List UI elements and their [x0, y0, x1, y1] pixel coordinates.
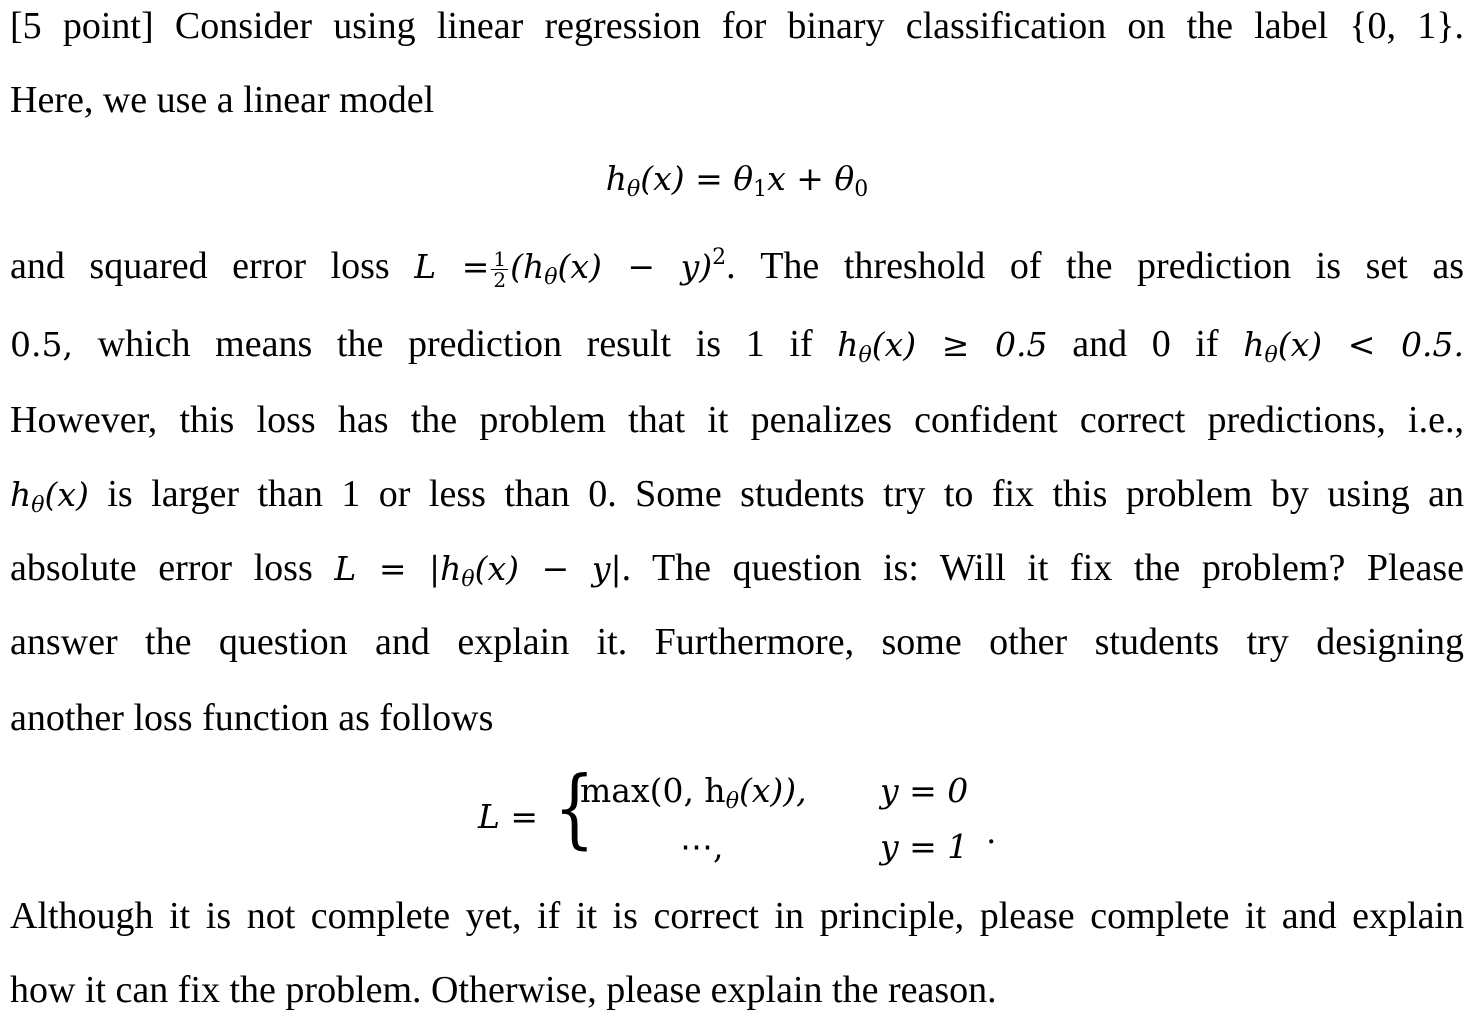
pw-c1-sub: θ [725, 789, 739, 814]
l7-m2: (x) − y| [474, 549, 622, 588]
frac-num: 1 [493, 246, 507, 271]
eq-h-sub: θ [627, 177, 641, 202]
line-11: how it can fix the problem. Otherwise, please explain the reason. [10, 969, 997, 1011]
line-1: [5 point] Consider using linear regression for binary classification on the label {0, 1}. [10, 5, 1464, 47]
pw-case2-cond: y = 1 [880, 827, 969, 866]
l4-m2-sub: θ [858, 343, 872, 368]
line-8: answer the question and explain it. Furthermore, some other students try designing [10, 621, 1464, 663]
pw-c1-a: max(0, h [580, 771, 726, 810]
loss-L: L = [414, 247, 490, 286]
pw-c1-b: (x)), [738, 771, 807, 810]
l4-m4-sub: θ [1264, 343, 1278, 368]
line-10: Although it is not complete yet, if it is correct in principle, please complete it and explain [10, 895, 1464, 937]
l7-m1-sub: θ [461, 567, 475, 592]
l4-m1: 0.5, [10, 325, 73, 364]
model-equation [10, 156, 1464, 212]
pw-trail: . [986, 812, 997, 851]
line3-text-a: and squared error loss [10, 245, 390, 287]
line-2: Here, we use a linear model [10, 79, 435, 121]
frac-den: 2 [493, 267, 507, 292]
line-7 [10, 546, 1464, 602]
half-fraction [491, 246, 508, 292]
eq-theta1-sub: 1 [753, 177, 768, 202]
l4-m5: (x) < 0.5. [1277, 325, 1465, 364]
l4-t2: and 0 if [1072, 323, 1219, 365]
pw-case2-expr: ⋯, [680, 827, 724, 866]
line-6 [10, 472, 1464, 528]
l7-t1: absolute error loss [10, 547, 313, 589]
l6-m1: h [10, 475, 32, 514]
pw-brace: { [554, 759, 595, 860]
l4-m3: (x) ≥ 0.5 [871, 325, 1048, 364]
eq-h: h [605, 159, 628, 198]
l4-m2: h [837, 325, 859, 364]
eq-theta0-sub: 0 [854, 177, 869, 202]
sq-b: (h [510, 247, 545, 286]
eq-mid: x + θ [767, 159, 855, 198]
l6-t1: is larger than 1 or less than 0. Some students try to fix this problem by using an [107, 473, 1465, 515]
l6-m1-sub: θ [31, 493, 45, 518]
line3-text-b: . The threshold of the prediction is set as [726, 245, 1464, 287]
pw-case1-expr [580, 771, 807, 822]
l7-t2: . The question is: Will it fix the problem? Please [621, 547, 1464, 589]
l4-m4: h [1243, 325, 1265, 364]
line-4 [10, 322, 1464, 378]
eq-lhs-arg: (x) = θ [640, 159, 754, 198]
sq-sup: 2 [712, 245, 727, 270]
line-5: However, this loss has the problem that it penalizes confident correct predictions, i.e., [10, 399, 1464, 441]
l7-m1: L = |h [334, 549, 462, 588]
pw-lhs: L = [478, 797, 539, 836]
l4-t1: which means the prediction result is 1 if [97, 323, 813, 365]
l6-m2: (x) [44, 475, 89, 514]
pw-case1-cond: y = 0 [880, 771, 969, 810]
line-9: another loss function as follows [10, 697, 494, 739]
line-3 [10, 236, 1464, 300]
sq-c: (x) − y) [557, 247, 713, 286]
sq-b-sub: θ [544, 265, 558, 290]
